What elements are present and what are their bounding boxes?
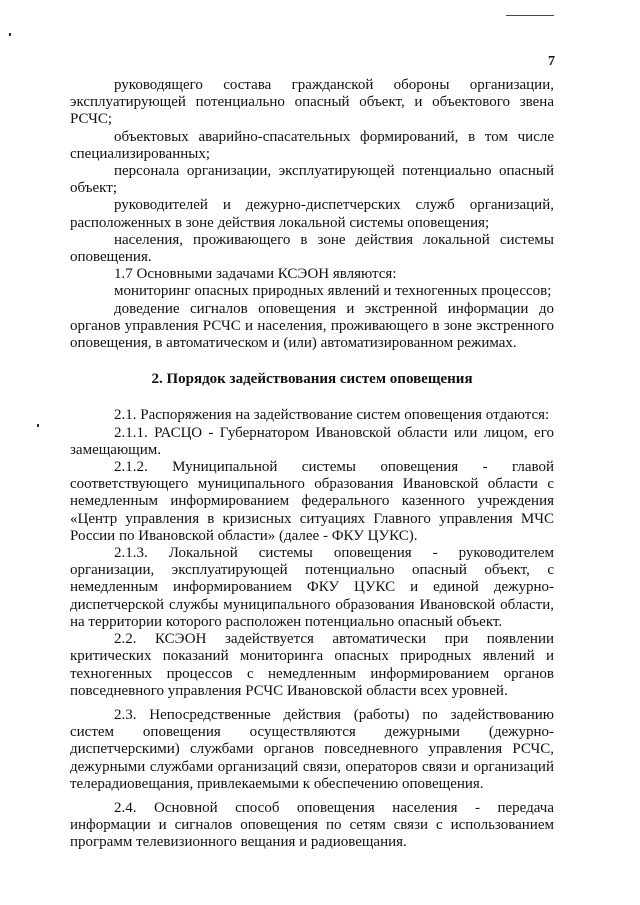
paragraph: объектовых аварийно-спасательных формирований, в том числе специализированных;: [70, 128, 554, 162]
paragraph: 2.4. Основной способ оповещения населения - передача информации и сигналов оповещения по сетям связи с использованием программ телевизионного вещания и радиовещания.: [70, 799, 554, 851]
paragraph: руководителей и дежурно-диспетчерских служб организаций, расположенных в зоне действия локальной системы оповещения;: [70, 197, 554, 231]
paragraph: 2.3. Непосредственные действия (работы) по задействованию систем оповещения осуществляются дежурными (дежурно-диспетчерскими) службами органов повседневного управления РСЧС, дежурными службами организаций связи, операторов связи и организаций телерадиовещания, привлекаемыми к обеспечению оповещения.: [70, 706, 554, 792]
paragraph: 2.1.2. Муниципальной системы оповещения - главой соответствующего муниципального образования Ивановской области с немедленным информированием федерального казенного учреждения «Центр управления в кризисных ситуациях Главного управления МЧС России по Ивановской области» (далее - ФКУ ЦУКС).: [70, 459, 554, 544]
section-heading: 2. Порядок задействования систем оповещения: [151, 371, 473, 388]
paragraph: 1.7 Основными задачами КСЭОН являются:: [114, 266, 397, 283]
top-rule: [506, 15, 554, 16]
scan-mark: [9, 33, 11, 36]
paragraph: руководящего состава гражданской обороны организации, эксплуатирующей потенциально опасный объект, и объектового звена РСЧС;: [70, 77, 554, 128]
document-body: [70, 77, 554, 852]
paragraph: мониторинг опасных природных явлений и техногенных процессов;: [114, 283, 552, 300]
paragraph: персонала организации, эксплуатирующей потенциально опасный объект;: [70, 163, 554, 197]
paragraph: 2.1. Распоряжения на задействование систем оповещения отдаются:: [114, 407, 550, 424]
paragraph: 2.1.3. Локальной системы оповещения - руководителем организации, эксплуатирующей потенциально опасный объект, с немедленным информированием ФКУ ЦУКС и единой дежурно-диспетчерской службы муниципального образования Ивановской области, на территории которого расположен потенциально опасный объект.: [70, 545, 554, 630]
page-number: 7: [548, 54, 555, 69]
paragraph: 2.1.1. РАСЦО - Губернатором Ивановской области или лицом, его замещающим.: [70, 424, 554, 458]
paragraph: 2.2. КСЭОН задействуется автоматически при появлении критических показаний мониторинга опасных природных явлений и техногенных процессов с немедленным информированием органов повседневного управления РСЧС Ивановской области всех уровней.: [70, 631, 554, 699]
scan-mark: [37, 424, 39, 427]
paragraph: доведение сигналов оповещения и экстренной информации до органов управления РСЧС и населения, проживающего в зоне экстренного оповещения, в автоматическом и (или) автоматизированном режимах.: [70, 300, 554, 352]
paragraph: населения, проживающего в зоне действия локальной системы оповещения.: [70, 231, 554, 266]
